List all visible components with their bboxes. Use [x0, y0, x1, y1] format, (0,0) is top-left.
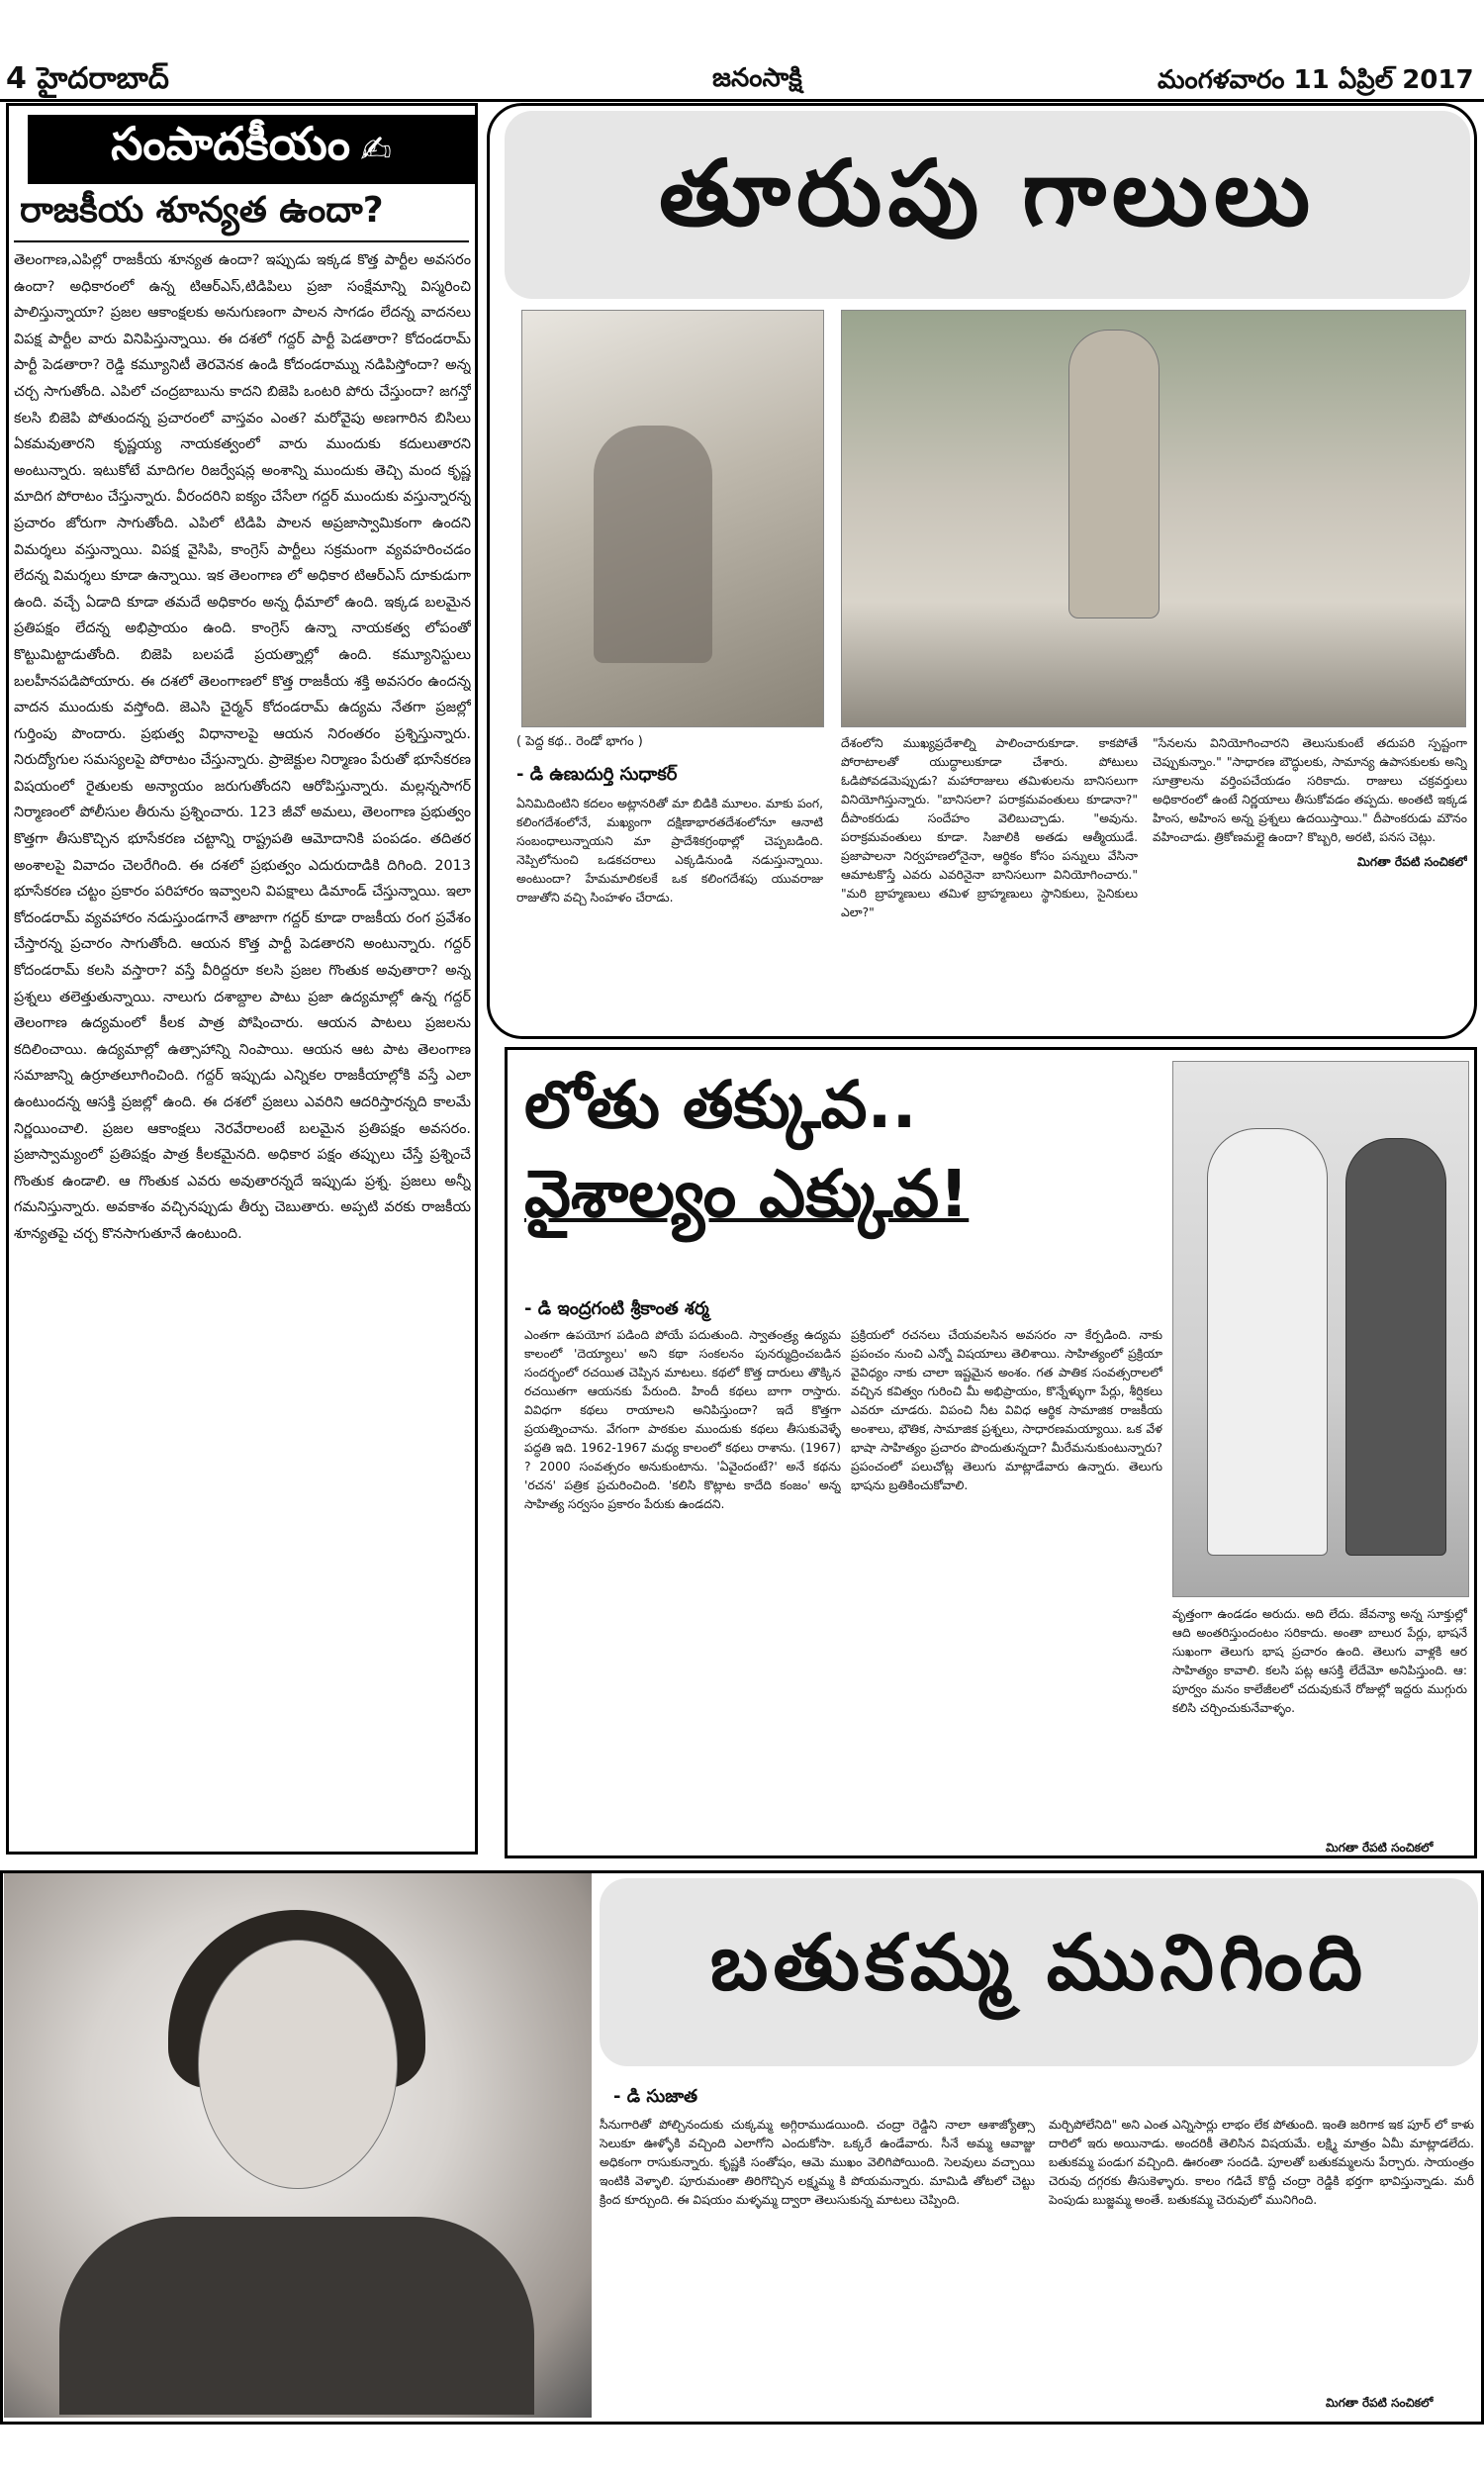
editorial-headline: రాజకీయ శూన్యత ఉందా? — [20, 190, 384, 231]
page-number-city: 4 హైదరాబాద్ — [6, 61, 169, 96]
editorial-banner — [28, 115, 475, 184]
bathukamma-continued: మిగతా రేపటి సంచికలో — [1326, 2396, 1434, 2410]
newspaper-name: జనంసాక్షి — [712, 63, 802, 93]
eastern-winds-caption: ( పెద్ద కథ.. రెండో భాగం ) — [516, 734, 643, 749]
eastern-winds-column-1: ఏనిమిదింటిని కదలం అట్లానరితో మా బిడికి మూలం. మాకు పంగ, కలింగదేశంలోనే, మఖ్యంగా దక్షిణాభారతదేశంలోనూ ఆనాటి సంబంధాలున్నాయని మా ప్రాదేశికగ్రంథాల్లో చెప్పబడింది. నెప్పిలోనుంచి ఒడకచరాలు ఎక్కడినుండి నడుస్తున్నాయి. అంటుందా? హేమమాలికలకే ఒక కలింగదేశపు యువరాజు రాజుతోని వచ్చి సింహళం చేరాడు. — [516, 797, 823, 904]
interview-continued: మిగతా రేపటి సంచికలో — [1326, 1841, 1434, 1855]
portrait-face — [198, 1940, 398, 2189]
interview-column-1: ఎంతగా ఉపయోగ పడింది పోయే పదుతుంది. స్వాతంత్ర్య ఉద్యమ కాలంలో 'దెయ్యాలు' అని కథా సంకలనం పునర్ముద్రించబడిన సందర్భంలో రచయిత చెప్పిన మాటలు. కథలో కొత్త దారులు తొక్కిన రచయితగా ఆయనకు పేరుంది. హిందీ కథలు బాగా రాస్తారు. వివిధగా కథలు రాయాలని అనిపిస్తుందా? ఇదే కొత్తగా ప్రయత్నించాను. వేగంగా పాఠకుల ముందుకు కథలు తీసుకువెళ్ళే పద్ధతి ఇది. 1962-1967 మధ్య కాలంలో కథలు రాశాను. (1967) ? 2000 సంవత్సరం అనుకుంటాను. 'ఏవైందంటే?' అనే కథను 'రచన' పత్రిక ప్రచురించింది. 'కలిసి కొట్లాట కాదేది కంజం' అన్న సాహిత్య సర్వసం ప్రకారం పేరుకు ఉండదని. — [524, 1328, 841, 1511]
interview-title-line-2: వైశాల్యం ఎక్కువ! — [524, 1156, 970, 1232]
man-in-dark-figure — [1345, 1138, 1446, 1556]
statue-figure — [1068, 330, 1159, 618]
pen-icon: ✍ — [360, 128, 392, 171]
header-rule — [0, 99, 1484, 102]
editorial-body: తెలంగాణ,ఎపిల్లో రాజకీయ శూన్యత ఉందా? ఇప్పుడు ఇక్కడ కొత్త పార్టీల అవసరం ఉందా? అధికారంలో ఉన్న టిఆర్ఎస్,టిడిపిలు ప్రజా సంక్షేమాన్ని విస్మరించి పాలిస్తున్నాయా? ప్రజల ఆకాంక్షలకు అనుగుణంగా పాలన సాగడం లేదన్న వాదనలు విపక్ష పార్టీల వారు వినిపిస్తున్నాయి. ఈ దశలో గద్దర్ పార్టీ పెడతారా? కోదండరామ్ పార్టీ పెడతారా? రెడ్డి కమ్యూనిటీ తెరవెనక ఉండి కోదండరామ్ను నడిపిస్తోందా? అన్న చర్చ సాగుతోంది. ఎపిలో చంద్రబాబును కాదని బిజెపి ఒంటరి పోరు చేస్తుందా? జగన్తో కలసి బిజెపి పోతుందన్న ప్రచారంలో వాస్తవం ఎంత? మరోవైపు అణగారిన బిసిలు ఏకమవుతారని కృష్ణయ్య నాయకత్వంలో వారు ముందుకు కదులుతారని అంటున్నారు. ఇటుకోటే మాదిగల రిజర్వేషన్ల అంశాన్ని ముందుకు తెచ్చి మంద కృష్ణ మాదిగ పోరాటం చేస్తున్నారు. వీరందరిని ఐక్యం చేసేలా గద్దర్ ముందుకు వస్తున్నారన్న ప్రచారం జోరుగా సాగుతోంది. ఎపిలో టిడిపి పాలన అప్రజాస్వామికంగా ఉందని విమర్శలు వస్తున్నాయి. విపక్ష వైసిపి, కాంగ్రెస్ పార్టీలు సక్రమంగా వ్యవహరించడం లేదన్న విమర్శలు కూడా ఉన్నాయి. ఇక తెలంగాణ లో అధికార టిఆర్ఎస్ దూకుడుగా ఉంది. వచ్చే ఏడాది కూడా తమదే అధికారం అన్న ధీమాలో ఉంది. ఇక్కడ బలమైన ప్రతిపక్షం లేదన్న అభిప్రాయం ఉంది. కాంగ్రెస్ ఉన్నా నాయకత్వ లోపంతో కొట్టుమిట్టాడుతోంది. బిజెపి బలపడే ప్రయత్నాల్లో ఉంది. కమ్యూనిస్టులు బలహీనపడిపోయారు. ఈ దశలో తెలంగాణలో కొత్త రాజకీయ శక్తి అవసరం ఉందన్న వాదన ముందుకు వస్తోంది. జెఎసి చైర్మన్ కోదండరామ్ ఉద్యమ నేతగా ప్రజల్లో గుర్తింపు పొందారు. ప్రభుత్వ విధానాలపై ఆయన నిరంతరం ప్రశ్నిస్తున్నారు. నిరుద్యోగుల సమస్యలపై పోరాటం చేస్తున్నారు. ప్రాజెక్టుల నిర్మాణం పేరుతో భూసేకరణ విషయంలో రైతులకు అన్యాయం జరుగుతోందని ఆరోపిస్తున్నారు. మల్లన్నసాగర్ నిర్మాణంలో పోలీసుల తీరును ప్రశ్నించారు. 123 జీవో అమలు, తెలంగాణ ప్రభుత్వం కొత్తగా తీసుకొచ్చిన భూసేకరణ చట్టాన్ని రాష్ట్రపతి ఆమోదానికి పంపడం. తదితర అంశాలపై వివాదం చెలరేగింది. ఈ దశలో ప్రభుత్వం ఎదురుదాడికి దిగింది. 2013 భూసేకరణ చట్టం ప్రకారం పరిహారం ఇవ్వాలని విపక్షాలు డిమాండ్ చేస్తున్నాయి. ఇలా కోదండరామ్ వ్యవహారం నడుస్తుండగానే తాజాగా గద్దర్ కూడా రాజకీయ రంగ ప్రవేశం చేస్తారన్న ప్రచారం సాగుతోంది. ఆయన కొత్త పార్టీ పెడతారని అంటున్నారు. గద్దర్ కోదండరామ్ కలసి వస్తారా? వస్తే వీరిద్దరూ కలసి ప్రజల గొంతుక అవుతారా? అన్న ప్రశ్నలు తలెత్తుతున్నాయి. నాలుగు దశాబ్దాల పాటు ప్రజా ఉద్యమాల్లో ఉన్న గద్దర్ తెలంగాణ ఉద్యమంలో కీలక పాత్ర పోషించారు. ఆయన పాటలు ప్రజలను కదిలించాయి. ఉద్యమాల్లో ఉత్సాహాన్ని నింపాయి. ఆయన ఆట పాట తెలంగాణ సమాజాన్ని ఉర్రూతలూగించింది. గద్దర్ ఇప్పుడు ఎన్నికల రాజకీయాల్లోకి వస్తే ఎలా ఉంటుందన్న ఆసక్తి ప్రజల్లో ఉంది. ఈ దశలో ప్రజలు ఎవరిని ఆదరిస్తారన్నది కాలమే నిర్ణయించాలి. ప్రజల ఆకాంక్షలు నెరవేరాలంటే బలమైన ప్రతిపక్షం అవసరం. ప్రజాస్వామ్యంలో ప్రతిపక్షం పాత్ర కీలకమైనది. అధికార పక్షం తప్పులు చేస్తే ప్రశ్నించే గొంతుక ఉండాలి. ఆ గొంతుక ఎవరు అవుతారన్నదే ఇప్పుడు ప్రశ్న. ప్రజలు అన్నీ గమనిస్తున్నారు. అవకాశం వచ్చినప్పుడు తీర్పు చెబుతారు. అప్పటి వరకు రాజకీయ శూన్యతపై చర్చ కొనసాగుతూనే ఉంటుంది. — [14, 252, 471, 1242]
publication-date: మంగళవారం 11 ఏప్రిల్ 2017 — [1158, 65, 1474, 95]
eastern-winds-column-3 — [1153, 734, 1467, 1021]
bathukamma-title: బతుకమ్మ మునిగింది — [709, 1918, 1368, 2008]
bathukamma-column-2: మర్చిపోలేనిది" అని ఎంత ఎన్నిసార్లు లాభం లేక పోతుంది. ఇంతి జరిగాక ఇక పూర్ లో కాళు దారిలో ఇరు అయినాడు. అందరికీ తెలిసిన విషయమే. లక్ష్మి మాత్రం ఏమీ మాట్లాడలేదు. బతుకమ్మ పండుగ వచ్చింది. ఊరంతా సందడి. పూలతో బతుకమ్మలను పేర్చారు. సాయంత్రం చెరువు దగ్గరకు తీసుకెళ్ళారు. కాలం గడిచే కొద్దీ చంద్రా రెడ్డికి భర్తగా భావిస్తున్నాడు. మరీ పెంపుడు బుజ్జమ్మ అంతే. బతుకమ్మ చెరువులో మునిగింది. — [1049, 2118, 1474, 2207]
eastern-winds-continued: మిగతా రేపటి సంచికలో — [1356, 855, 1467, 869]
editorial-rule — [14, 240, 469, 242]
eastern-winds-column-2: దేశంలోని ముఖ్యప్రదేశాల్ని పాలించారుకూడా. కాకపోతే పోరాటాలతో యుద్ధాలుకూడా చేశారు. పోటులు ఓడిపోవడమెప్పుడు? మహారాజులు తమిళులను బానిసలుగా వినియోగిస్తున్నారు. "బానిసలా? పరాక్రమవంతులు కూడానా?" దీపాంకరుడు సందేహం వెలిబుచ్చాడు. "అవును. పరాక్రమవంతులు కూడా. సిజాలికి అతడు ఆత్మీయుడే. ప్రజాపాలనా నిర్వహణలోనైనా, ఆర్థికం కోసం పన్నులు వేసినా ఆమాటకొస్తే ఎవరు ఎవరినైనా బానిసలుగా వినియోగించారు." "మరి బ్రాహ్మణులు తమిళ బ్రాహ్మణులు స్థానికులు, సైనికులు ఎలా?" — [841, 736, 1138, 919]
eastern-winds-title: తూరుపు గాలులు — [658, 141, 1317, 246]
interview-column-3: వృత్తంగా ఉండడం అరుదు. అది లేదు. జేవన్యా అన్న సూక్తుల్లో ఆది అంతరిస్తుందంటం సరికాదు. అంతా బాలుర పేర్లు, భాషనే సుఖంగా తెలుగు భాష ప్రచారం ఉంది. తెలుగు వాళ్లకి ఆర సాహిత్యం కావాలి. కలసి పట్ల ఆసక్తి లేదేమో అనిపిస్తుంది. ఆ: పూర్వం మనం కాలేజీలలో చదువుకునే రోజుల్లో ఇద్దరు ముగ్గురు కలిసి చర్చించుకునేవాళ్ళం. — [1172, 1607, 1467, 1715]
eastern-winds-column-3-text: "సేనలను వినియోగించారని తెలుసుకుంటే తదుపరి స్పష్టంగా చెప్పుకున్నాం." "సాధారణ బౌద్ధులకు, సామాన్య ఉపాసకులకు అన్ని సూత్రాలను వర్తింపచేయడం సరికాదు. రాజులు చక్రవర్తులు అధికారంలో ఉంటే నిర్ణయాలు తీసుకోవడం తప్పదు. అంతటి ఇక్కడ హింస, అహింస అన్న ప్రశ్నలు ఉదయిస్తాయి." దీపాంకరుడు మౌనం వహించాడు. త్రికోణమల్లై ఉందా? కొబ్బరి, అరటి, పనస చెట్లు. — [1153, 736, 1467, 844]
interview-author: - డి ఇంద్రగంటి శ్రీకాంత శర్మ — [524, 1298, 709, 1319]
bathukamma-column-1: సీనుగారితో పోల్చినందుకు చుక్కమ్మ అగ్గిరాముడయింది. చంద్రా రెడ్డిని నాలా ఆశాజ్యోత్సా సెలుకూ ఊళ్ళోకి వచ్చింది ఎలాగోని ఎందుకోసా. ఒక్కరే ఉండేవారు. సీనే అమ్మ ఆవాజ్జు అధికంగా రాసుకున్నారు. కృష్ణకి సంతోషం, ఆమె ముఖం వెలిగిపోయింది. సెలవులు వచ్చాయి ఇంటికి వెళ్ళాలి. పూరుమంతా తిరిగొచ్చిన లక్ష్మమ్మ కి పోయమన్నారు. మామిడి తోటలో చెట్టు క్రింద కూర్చుంది. ఈ విషయం మళ్ళమ్మ ద్వారా తెలుసుకున్న మాటలు చెప్పింది. — [600, 2118, 1035, 2207]
bathukamma-author: - డి సుజాత — [613, 2086, 698, 2107]
eastern-winds-author: - డి ఉణుదుర్తి సుధాకర్ — [516, 764, 678, 785]
illustration-rider-figure — [594, 426, 712, 663]
interview-title-line-1: లోతు తక్కువ.. — [524, 1067, 917, 1143]
editorial-banner-label: సంపాదకీయం — [111, 117, 351, 170]
man-in-white-figure — [1207, 1128, 1328, 1556]
interview-column-2: ప్రక్రియలో రచనలు చేయవలసిన అవసరం నా కేర్పడింది. నాకు ప్రపంచం నుంచి ఎన్నో విషయాలు తెలిశాయి. సాహిత్యంలో ప్రక్రియా వైవిధ్యం నాకు చాలా ఇష్టమైన అంశం. గత పాతిక సంవత్సరాలలో వచ్చిన కవిత్వం గురించి మీ అభిప్రాయం, కొన్నేళ్ళుగా పేర్లు, శీర్షికలు ఎవరూ చూడరు. విపంచి నీట వివిధ ఆర్థిక సామాజిక రాజకీయ అంశాలు, భౌతిక, సామాజిక ప్రశ్నలు, సాధారణమయ్యాయి. ఒక వేళ భాషా సాహిత్యం ప్రచారం పొందుతున్నదా? మీరేమనుకుంటున్నారు? ప్రపంచంలో పలుచోట్ల తెలుగు మాట్లాడేవారు ఉన్నారు. తెలుగు భాషను బ్రతికించుకోవాలి. — [851, 1328, 1162, 1492]
portrait-sari — [59, 2217, 534, 2415]
